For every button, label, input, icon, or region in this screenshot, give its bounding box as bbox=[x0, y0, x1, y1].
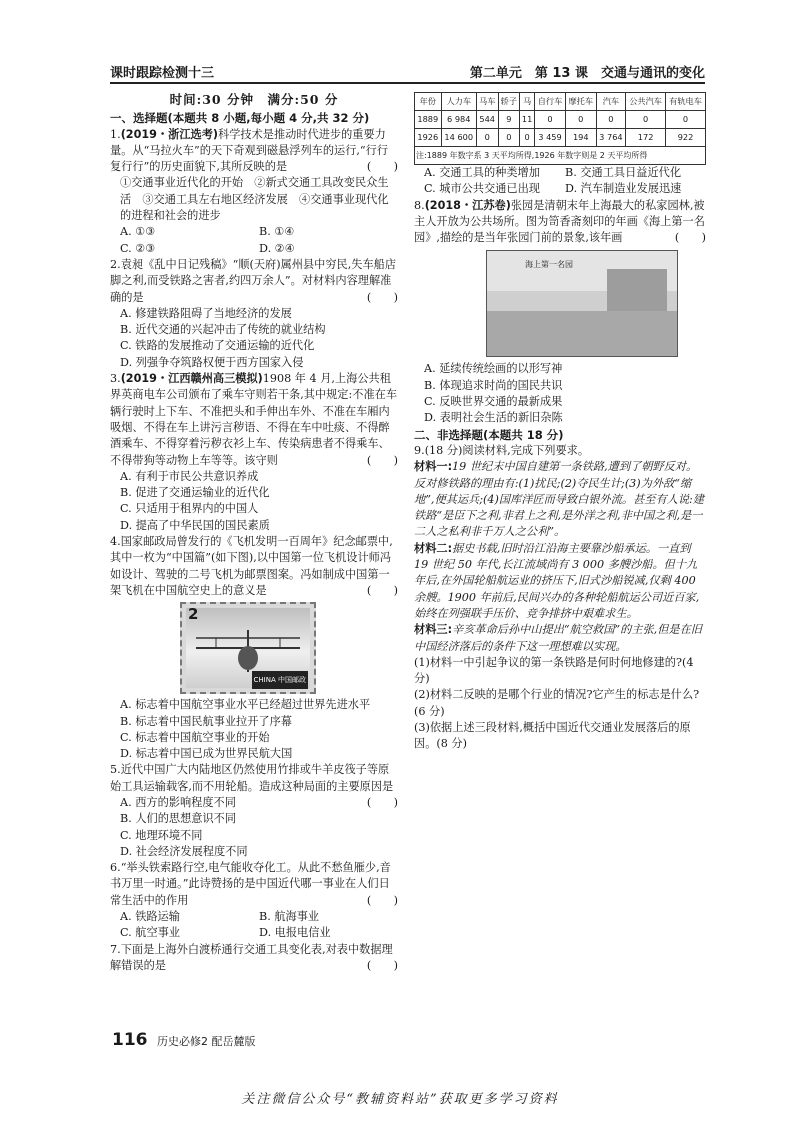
left-column bbox=[110, 92, 398, 974]
q2-option-c: C. 铁路的发展推动了交通运输的近代化 bbox=[120, 339, 315, 353]
table-header: 马 bbox=[520, 93, 535, 111]
handwritten-note: 关注微信公众号“教辅资料站”获取更多学习资料 bbox=[241, 1092, 559, 1107]
question-8: 8.(2018・江苏卷)张园是清朝末年上海最大的私家园林,被主人开放为公共场所。图为笥香斋刻印的年画《海上第一名园》,描绘的是当年张园门前的景象,该年画 ( ) bbox=[414, 198, 706, 247]
table-header: 汽车 bbox=[596, 93, 626, 111]
material-1-label: 材料一: bbox=[414, 460, 453, 474]
table-header: 有轨电车 bbox=[666, 93, 706, 111]
table-cell: 9 bbox=[498, 111, 520, 129]
q2-option-b: B. 近代交通的兴起冲击了传统的就业结构 bbox=[120, 323, 326, 337]
table-cell: 14 600 bbox=[441, 129, 476, 147]
q3-source: (2019・江西赣州高三模拟) bbox=[120, 372, 263, 386]
answer-paren: ( ) bbox=[366, 583, 398, 597]
q7-option-c: C. 城市公共交通已出现 bbox=[424, 182, 540, 196]
q8-text: 张园是清朝末年上海最大的私家园林,被主人开放为公共场所。图为笥香斋刻印的年画《海上第一名园》,描绘的是当年张园门前的景象,该年画 bbox=[414, 198, 705, 245]
q1-text: 科学技术是推动时代进步的重要力量。从“马拉火车”的天下奇观到磁悬浮列车的运行,“行行复行行”的历史面貌下,其所反映的是 bbox=[110, 127, 389, 174]
q3-text: 1908 年 4 月,上海公共租界英商电车公司颁布了乘车守则若干条,其中规定:不准在车辆行驶时上下车、不准把头和手伸出车外、不准在车厢内吸烟、不得在车上讲污言秽语、不得在车中吐痰、不得醉酒乘车、不得穿着污秽衣衫上车、传染病患者不得乘车、不得带狗等动物上车等等。该守则 bbox=[110, 372, 398, 467]
q3-option-b: B. 促进了交通运输业的近代化 bbox=[120, 486, 270, 500]
table-cell: 3 459 bbox=[535, 129, 566, 147]
airplane-stamp-image bbox=[180, 602, 316, 694]
q7-option-a: A. 交通工具的种类增加 bbox=[424, 166, 540, 179]
q4-option-b: B. 标志着中国民航事业拉开了序幕 bbox=[120, 714, 292, 728]
painting-building bbox=[607, 269, 667, 314]
q8-option-a: A. 延续传统绘画的以形写神 bbox=[424, 362, 563, 376]
table-header: 公共汽车 bbox=[626, 93, 666, 111]
q7-options-ab bbox=[414, 165, 706, 181]
question-7: 7.下面是上海外白渡桥通行交通工具变化表,对表中数据理解错误的是 ( ) bbox=[110, 942, 398, 975]
page-header bbox=[110, 58, 705, 84]
table-cell: 172 bbox=[626, 129, 666, 147]
q7-text: 下面是上海外白渡桥通行交通工具变化表,对表中数据理解错误的是 bbox=[110, 942, 393, 972]
q7-option-d: D. 汽车制造业发展迅速 bbox=[565, 182, 682, 196]
table-cell: 0 bbox=[535, 111, 566, 129]
q6-option-d: D. 电报电信业 bbox=[259, 926, 331, 940]
q1-source: (2019・浙江选考) bbox=[120, 127, 218, 141]
table-header: 马车 bbox=[476, 93, 498, 111]
q4-option-d: D. 标志着中国已成为世界民航大国 bbox=[120, 747, 293, 761]
q6-option-c: C. 航空事业 bbox=[120, 926, 181, 940]
table-header: 摩托车 bbox=[565, 93, 596, 111]
question-6: 6.“举头铁索路行空,电气能收夺化工。从此不愁鱼雁少,音书万里一时通。”此诗赞扬的是中国近代哪一事业在人们日常生活中的作用 ( ) bbox=[110, 860, 398, 909]
q7-option-b: B. 交通工具日益近代化 bbox=[565, 166, 682, 179]
q6-option-b: B. 航海事业 bbox=[259, 910, 320, 924]
q8-source: (2018・江苏卷) bbox=[424, 198, 511, 212]
section-nonchoice-title: 二、非选择题(本题共 18 分) bbox=[414, 427, 564, 442]
question-4: 4.国家邮政局曾发行的《飞机发明一百周年》纪念邮票中,其中一枚为“中国篇”(如下图),以中国第一位飞机设计师冯如设计、驾驶的二号飞机为邮票图案。冯如制成中国第一架飞机在中国航空史上的意义是 ( ) bbox=[110, 534, 398, 599]
table-cell: 922 bbox=[666, 129, 706, 147]
table-cell: 1926 bbox=[415, 129, 442, 147]
question-1: 1.(2019・浙江选考)科学技术是推动时代进步的重要力量。从“马拉火车”的天下奇观到磁悬浮列车的运行,“行行复行行”的历史面貌下,其所反映的是 ( ) bbox=[110, 127, 398, 176]
right-column bbox=[414, 92, 706, 753]
question-3: 3.(2019・江西赣州高三模拟)1908 年 4 月,上海公共租界英商电车公司颁布了乘车守则若干条,其中规定:不准在车辆行驶时上下车、不准把头和手伸出车外、不准在车厢内吸烟、不得在车上讲污言秽语、不得在车中吐痰、不得醉酒乘车、不得穿着污秽衣衫上车、传染病患者不得乘车、不得带狗等动物上车等等。该守则 ( ) bbox=[110, 371, 398, 469]
painting-crowd bbox=[487, 311, 677, 356]
q1-options-cd bbox=[110, 241, 398, 257]
q1-options-ab bbox=[110, 224, 398, 240]
answer-paren: ( ) bbox=[674, 231, 706, 245]
material-1-text: 19 世纪末中国自建第一条铁路,遭到了朝野反对。反对修铁路的理由有:(1)扰民;(2)夺民生计;(3)为外敌“缩地”,便其运兵;(4)国库洋匠而导致白银外流。甚至有人说:建铁路“是臣下之利,非君上之利,是外洋之利,非中国之利,是一二人之私利非千万人之公利”。 bbox=[414, 460, 704, 539]
q2-option-a: A. 修建铁路阻碍了当地经济的发展 bbox=[120, 306, 292, 320]
table-cell: 544 bbox=[476, 111, 498, 129]
q9-intro: (18 分)阅读材料,完成下列要求。 bbox=[424, 443, 590, 457]
table-cell: 194 bbox=[565, 129, 596, 147]
q3-option-c: C. 只适用于租界内的中国人 bbox=[120, 502, 259, 516]
table-cell: 0 bbox=[626, 111, 666, 129]
q1-option-b: B. ①④ bbox=[259, 225, 295, 239]
q7-options-cd bbox=[414, 181, 706, 197]
question-5: 5.近代中国广大内陆地区仍然使用竹排或牛羊皮筏子等原始工具运输载客,而不用轮船。造成这种局面的主要原因是 ( ) bbox=[110, 762, 398, 795]
table-note: 注:1889 年数字系 3 天平均所得,1926 年数字则是 2 天平均所得 bbox=[415, 147, 706, 165]
answer-paren: ( ) bbox=[366, 893, 398, 907]
table-note-row bbox=[415, 147, 706, 165]
table-cell: 0 bbox=[498, 129, 520, 147]
q5-text: 近代中国广大内陆地区仍然使用竹排或牛羊皮筏子等原始工具运输载客,而不用轮船。造成这种局面的主要原因是 bbox=[110, 763, 394, 793]
section-choice-title: 一、选择题(本题共 8 小题,每小题 4 分,共 32 分) bbox=[110, 111, 370, 126]
q5-option-d: D. 社会经济发展程度不同 bbox=[120, 844, 248, 858]
table-cell: 0 bbox=[666, 111, 706, 129]
q1-option-a: A. ①③ bbox=[120, 225, 156, 239]
q2-option-d: D. 列强争夺筑路权便于西方国家入侵 bbox=[120, 355, 304, 369]
q6-options-cd bbox=[110, 925, 398, 941]
q1-statements: ①交通事业近代化的开始 ②新式交通工具改变民众生活 ③交通工具左右地区经济发展 ④交通事业现代化的进程和社会的进步 bbox=[120, 176, 389, 223]
table-header-row bbox=[415, 93, 706, 111]
painting-title: 海上第一名园 bbox=[525, 260, 573, 270]
answer-paren: ( ) bbox=[366, 795, 398, 809]
q1-option-c: C. ②③ bbox=[120, 241, 156, 255]
q6-options-ab bbox=[110, 909, 398, 925]
stamp-country: CHINA 中国邮政 bbox=[252, 671, 308, 689]
q8-option-b: B. 体现追求时尚的国民共识 bbox=[424, 378, 563, 392]
answer-paren: ( ) bbox=[366, 453, 398, 467]
traffic-table bbox=[414, 92, 706, 165]
q4-text: 国家邮政局曾发行的《飞机发明一百周年》纪念邮票中,其中一枚为“中国篇”(如下图),以中国第一位飞机设计师冯如设计、驾驶的二号飞机为邮票图案。冯如制成中国第一架飞机在中国航空史上的意义是 bbox=[110, 535, 393, 597]
q3-option-a: A. 有利于市民公共意识养成 bbox=[120, 469, 259, 483]
page-number: 116 bbox=[112, 1030, 148, 1050]
table-header: 轿子 bbox=[498, 93, 520, 111]
table-cell: 11 bbox=[520, 111, 535, 129]
q4-option-a: A. 标志着中国航空事业水平已经超过世界先进水平 bbox=[120, 698, 371, 712]
table-header: 年份 bbox=[415, 93, 442, 111]
new-year-painting-image bbox=[486, 250, 678, 357]
table-row bbox=[415, 111, 706, 129]
page-footer bbox=[112, 1030, 256, 1050]
stamp-value: 2 bbox=[188, 605, 199, 624]
q4-option-c: C. 标志着中国航空事业的开始 bbox=[120, 730, 270, 744]
q6-text: “举头铁索路行空,电气能收夺化工。从此不愁鱼雁少,音书万里一时通。”此诗赞扬的是中国近代哪一事业在人们日常生活中的作用 bbox=[110, 861, 391, 907]
answer-paren: ( ) bbox=[366, 958, 398, 972]
q9-material-2 bbox=[414, 541, 706, 622]
q3-option-d: D. 提高了中华民国的国民素质 bbox=[120, 518, 270, 532]
q2-text: 袁昶《乱中日记残稿》“顺(天府)属州县中穷民,失车船店脚之利,而受铁路之害者,约四万余人”。对材料内容理解准确的是 bbox=[110, 257, 397, 304]
table-cell: 3 764 bbox=[596, 129, 626, 147]
q5-option-a: A. 西方的影响程度不同 bbox=[120, 795, 236, 809]
q5-option-c: C. 地理环境不同 bbox=[120, 828, 203, 842]
material-2-text: 据史书载,旧时沿江沿海主要靠沙船承运。一直到 19 世纪 50 年代,长江流域尚有 3 000 多艘沙船。但十九年后,在外国轮船航运业的挤压下,旧式沙船锐减,仅剩 400 余艘。1900 年前后,民间兴办的各种轮船航运公司近百家,始终在列强联手压价、竞争排挤中艰难求生。 bbox=[414, 541, 700, 620]
book-name: 历史必修2 配岳麓版 bbox=[157, 1035, 256, 1048]
question-9: 9.(18 分)阅读材料,完成下列要求。 bbox=[414, 443, 590, 457]
q9-material-3 bbox=[414, 622, 706, 655]
table-header: 人力车 bbox=[441, 93, 476, 111]
time-limit: 时间:30 分钟 满分:50 分 bbox=[169, 92, 339, 107]
header-left: 课时跟踪检测十三 bbox=[110, 66, 215, 81]
q9-subquestion-2: (2)材料二反映的是哪个行业的情况?它产生的标志是什么?(6 分) bbox=[414, 688, 700, 718]
table-cell: 1889 bbox=[415, 111, 442, 129]
table-cell: 0 bbox=[520, 129, 535, 147]
table-cell: 0 bbox=[565, 111, 596, 129]
answer-paren: ( ) bbox=[366, 160, 398, 174]
table-header: 自行车 bbox=[535, 93, 566, 111]
q1-option-d: D. ②④ bbox=[259, 241, 295, 255]
q9-material-1 bbox=[414, 459, 706, 540]
table-cell: 0 bbox=[596, 111, 626, 129]
q5-option-b: B. 人们的思想意识不同 bbox=[120, 812, 237, 826]
q8-option-c: C. 反映世界交通的最新成果 bbox=[424, 395, 563, 409]
header-right: 第二单元 第 13 课 交通与通讯的变化 bbox=[469, 66, 705, 81]
q6-option-a: A. 铁路运输 bbox=[120, 910, 180, 924]
table-row bbox=[415, 129, 706, 147]
q9-subquestion-3: (3)依据上述三段材料,概括中国近代交通业发展落后的原因。(8 分) bbox=[414, 721, 691, 751]
material-3-text: 辛亥革命后孙中山提出“航空救国”的主张,但是在旧中国经济落后的条件下这一理想难以实现。 bbox=[414, 623, 702, 653]
q8-option-d: D. 表明社会生活的新旧杂陈 bbox=[424, 411, 563, 425]
q9-subquestion-1: (1)材料一中引起争议的第一条铁路是何时何地修建的?(4 分) bbox=[414, 655, 694, 686]
material-2-label: 材料二: bbox=[414, 541, 453, 555]
material-3-label: 材料三: bbox=[414, 623, 453, 637]
question-2: 2.袁昶《乱中日记残稿》“顺(天府)属州县中穷民,失车船店脚之利,而受铁路之害者,约四万余人”。对材料内容理解准确的是 ( ) bbox=[110, 257, 398, 306]
table-cell: 6 984 bbox=[441, 111, 476, 129]
answer-paren: ( ) bbox=[366, 290, 398, 304]
table-cell: 0 bbox=[476, 129, 498, 147]
